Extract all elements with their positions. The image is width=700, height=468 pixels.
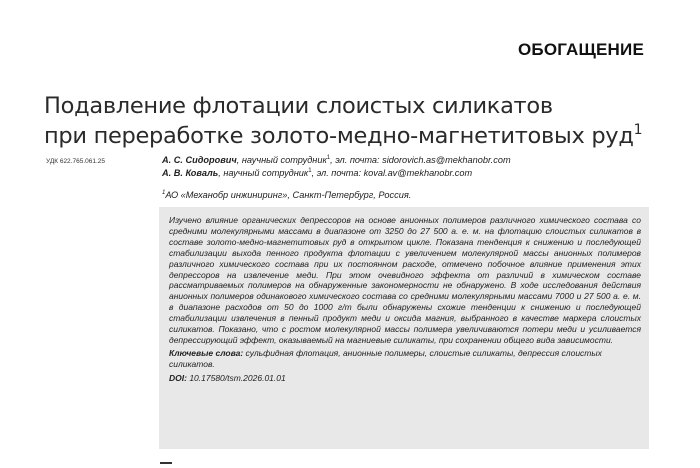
affiliation-mark: 1 xyxy=(162,190,166,196)
title-footnote-mark: 1 xyxy=(633,122,643,138)
section-heading: ОБОГАЩЕНИЕ xyxy=(517,40,644,59)
title-line-1: Подавление флотации слоистых силикатов xyxy=(44,93,553,119)
author-1-name: А. С. Сидорович xyxy=(162,155,237,165)
udk-code: УДК 622.765.061.25 xyxy=(46,158,106,165)
author-1-email[interactable]: , эл. почта: sidorovich.as@mekhanobr.com xyxy=(330,155,511,165)
abstract-box xyxy=(159,207,649,449)
author-2-name: А. В. Коваль xyxy=(162,168,219,178)
affiliation-text: АО «Механобр инжиниринг», Санкт-Петербург, Россия. xyxy=(165,190,412,200)
author-2-email[interactable]: , эл. почта: koval.av@mekhanobr.com xyxy=(311,168,473,178)
author-1-affil-mark: 1 xyxy=(326,155,331,161)
affiliation xyxy=(162,190,411,200)
title-line-2-text: при переработке золото-медно-магнетитовых руд xyxy=(44,123,634,149)
abstract-text: Изучено влияние органических депрессоров на основе анионных полимеров различного химического состава со средними молекулярными массами в диапазоне от 3250 до 27 500 а. е. м. на флотацию слоистых силикатов в составе золото-медно-магнетитовых руд в открытом цикле. Показана тенденция к снижению и последующей стабилизации выхода пенного продукта флотации с увеличением молекулярной массы анионных полимеров различного химического состава при их постоянном расходе, отмечено побочное влияние применения этих депрессоров на извлечение меди. При этом очевидного эффекта от различий в химическом составе рассматриваемых полимеров на обнаруженные закономерности не обнаружено. В ходе исследования действия анионных полимеров одинакового химического состава со средними молекулярными массами 7000 и 27 500 а. е. м. в диапазоне расходов от 50 до 1000 г/т были обнаружены схожие тенденции к снижению и последующей стабилизации извлечения в пенный продукт меди и оксида магния, выбранного в качестве маркера слоистых силикатов. Показано, что с ростом молекулярной массы полимера увеличиваются потери меди и усиливается депрессирующий эффект, оказываемый на магниевые силикаты, при сохранении общего вида зависимости. xyxy=(169,215,641,345)
author-1 xyxy=(162,154,662,167)
title-line-2 xyxy=(44,121,674,151)
author-1-role: , научный сотрудник xyxy=(236,155,327,165)
author-2-role: , научный сотрудник xyxy=(218,168,309,178)
keywords xyxy=(169,348,641,370)
page-cut-mark xyxy=(160,462,172,468)
keywords-text: сульфидная флотация, анионные полимеры, слоистые силикаты, депрессия слоистых силикатов. xyxy=(169,347,602,369)
author-2-affil-mark: 1 xyxy=(308,168,312,174)
keywords-label: Ключевые слова: xyxy=(169,347,244,358)
doi-label: DOI: xyxy=(169,372,187,383)
doi xyxy=(169,373,641,383)
article-title xyxy=(44,91,674,151)
author-2 xyxy=(162,167,662,180)
doi-text[interactable]: 10.17580/tsm.2026.01.01 xyxy=(186,372,286,383)
author-list xyxy=(162,154,662,180)
